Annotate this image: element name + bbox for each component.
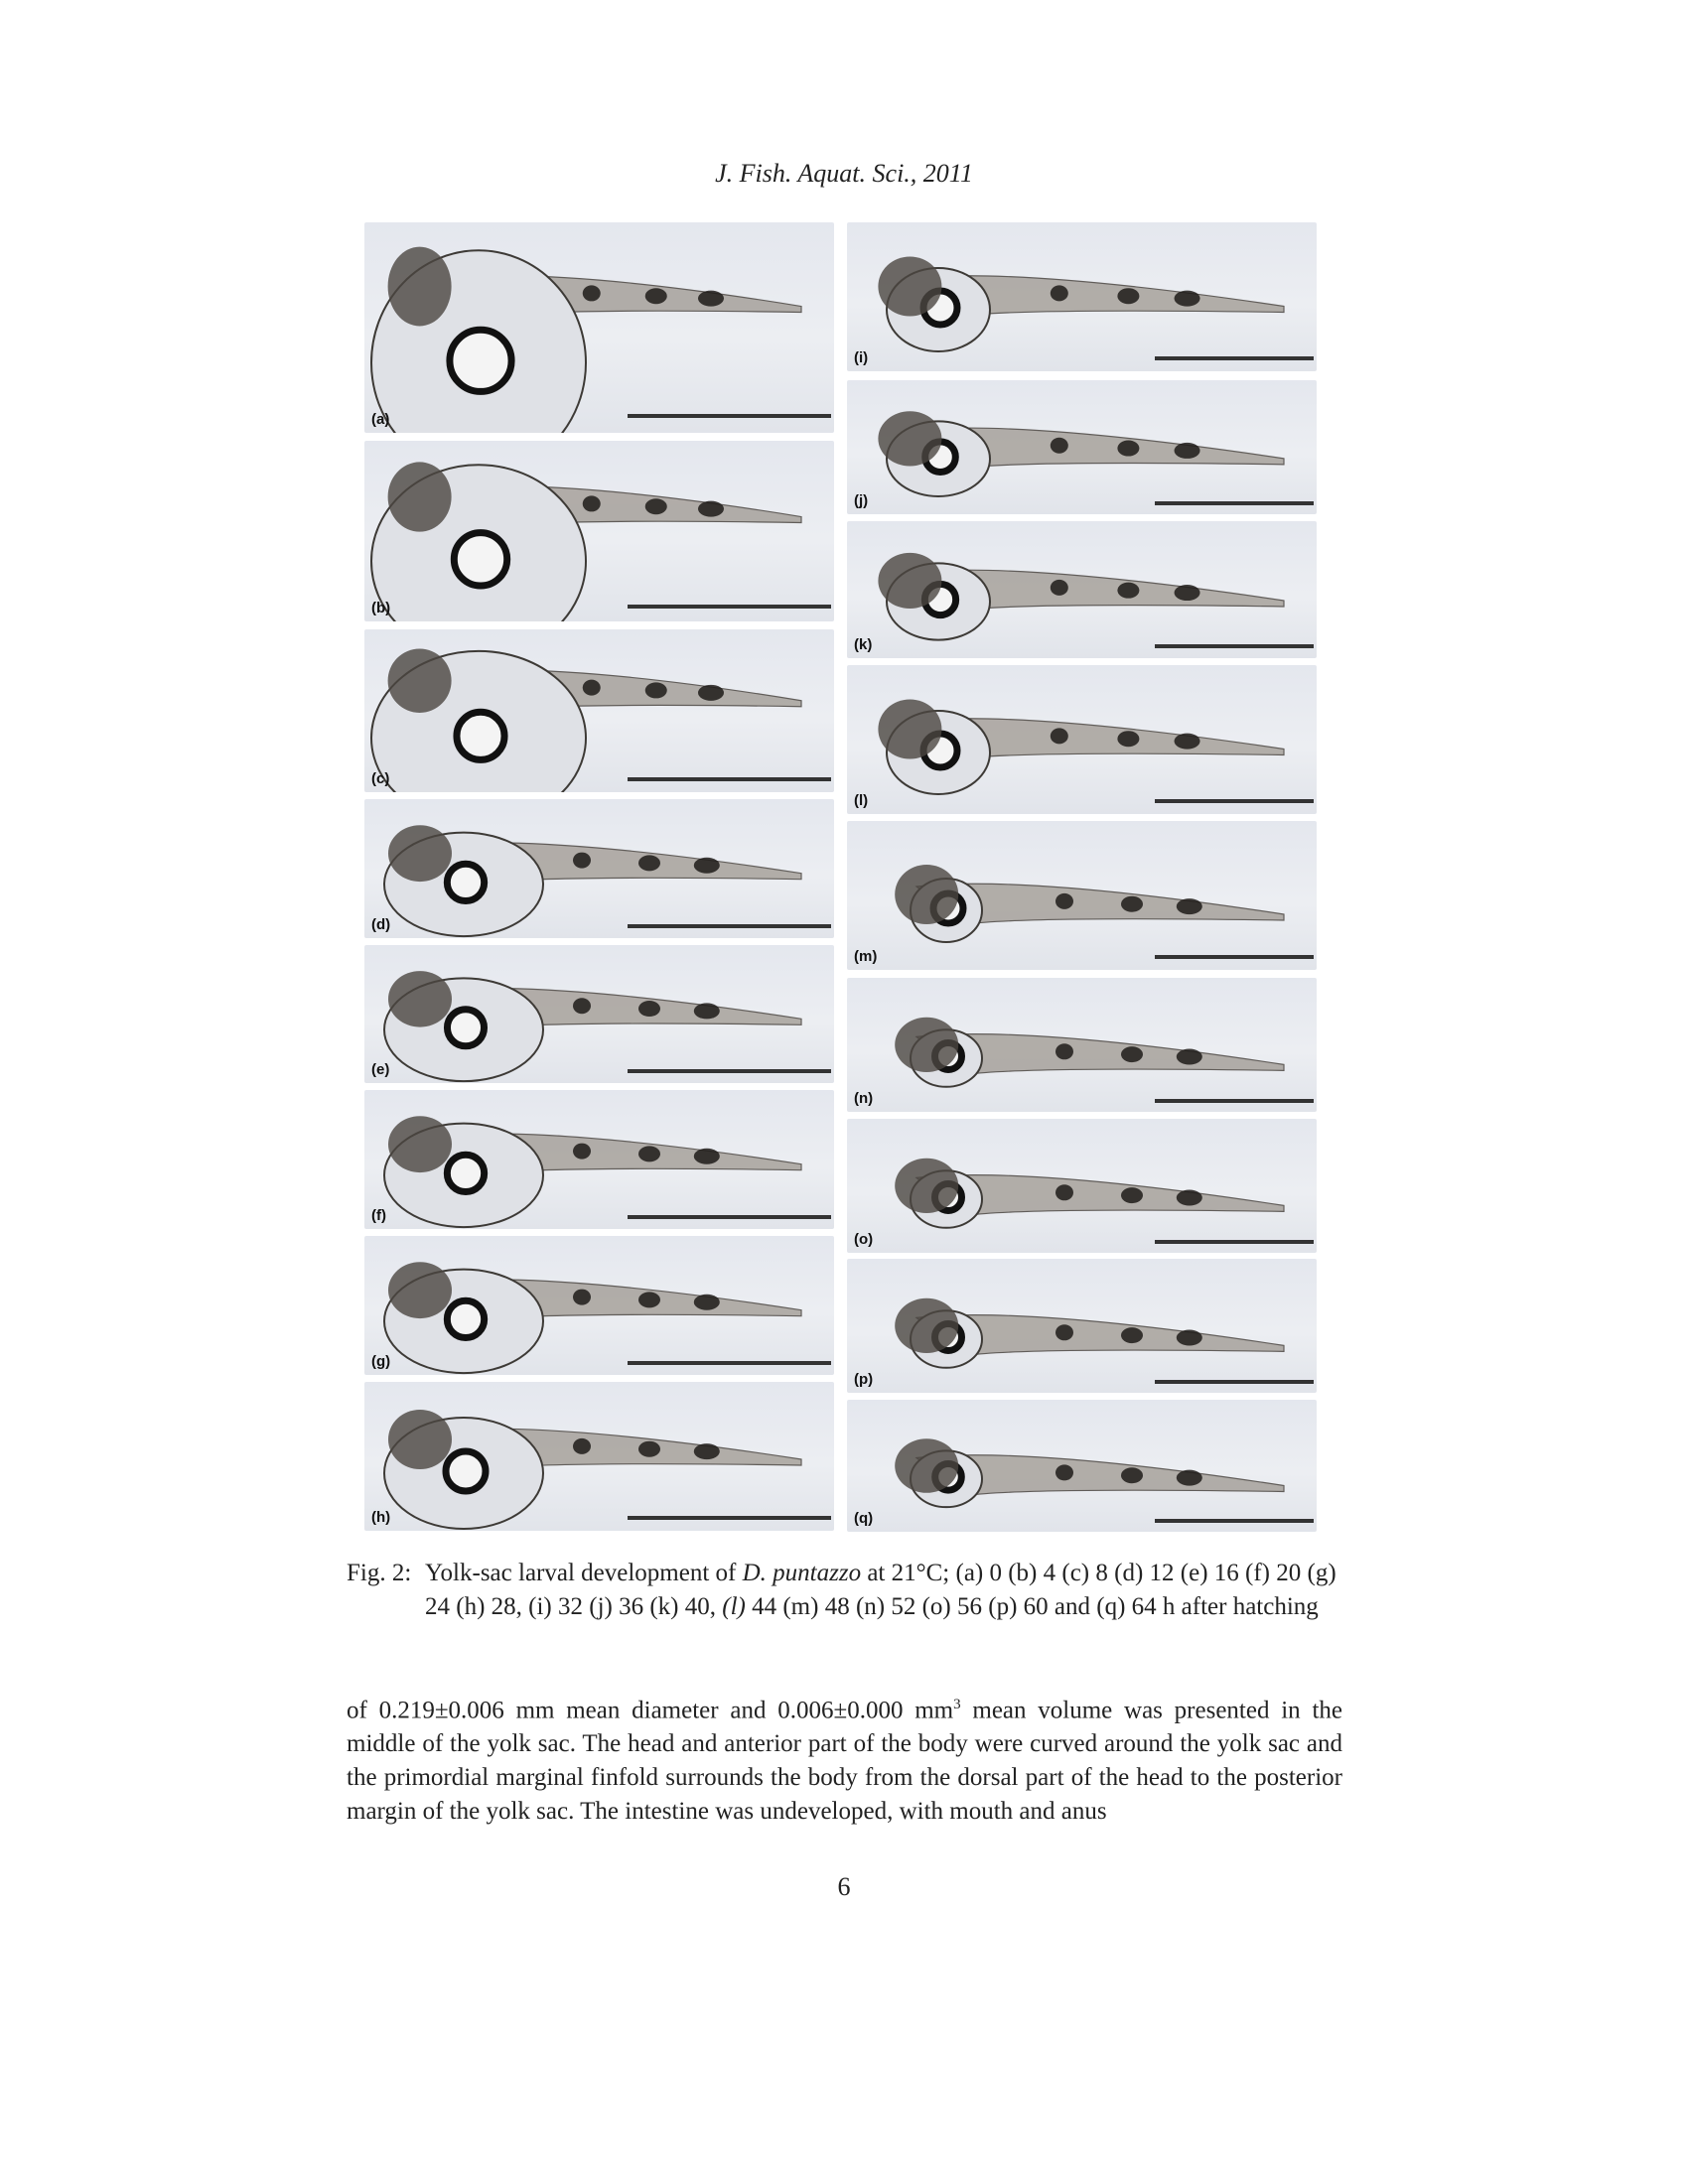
oil-globule-shape: [447, 1010, 484, 1046]
figure-panel-g: [364, 1236, 834, 1375]
pigment-spot: [1175, 291, 1200, 307]
scale-bar: [1155, 356, 1314, 360]
larva-head-shape: [895, 1438, 958, 1493]
larva-illustration: [364, 629, 834, 792]
pigment-spot: [1175, 443, 1200, 459]
panel-label: (j): [854, 492, 869, 509]
larva-head-shape: [388, 462, 452, 531]
figure-panel-k: [847, 521, 1317, 658]
larva-illustration: [364, 1090, 834, 1229]
panel-label: (i): [854, 349, 869, 366]
panel-label: (h): [371, 1509, 391, 1526]
panel-label: (n): [854, 1090, 874, 1107]
figure-panel-n: [847, 978, 1317, 1112]
figure-panel-h: [364, 1382, 834, 1531]
figure-panel-a: [364, 222, 834, 433]
caption-italic-l: (l): [722, 1593, 746, 1620]
pigment-spot: [1055, 1324, 1073, 1340]
oil-globule-shape: [454, 533, 506, 586]
pigment-spot: [1175, 734, 1200, 750]
larva-head-shape: [895, 1018, 958, 1072]
body-part1: of 0.219±0.006 mm mean diameter and 0.006±0.000 mm: [347, 1697, 954, 1724]
larva-head-shape: [895, 1159, 958, 1213]
larva-head-shape: [878, 411, 941, 466]
pigment-spot: [1055, 893, 1073, 909]
oil-globule-shape: [447, 1155, 484, 1191]
body-superscript: 3: [953, 1697, 961, 1712]
larva-head-shape: [388, 648, 452, 712]
pigment-spot: [573, 998, 591, 1014]
panel-label: (l): [854, 792, 869, 809]
larva-illustration: [364, 1382, 834, 1531]
panel-label: (f): [371, 1207, 386, 1224]
figure-panel-q: [847, 1400, 1317, 1532]
figure-panel-o: [847, 1119, 1317, 1253]
caption-end: 44 (m) 48 (n) 52 (o) 56 (p) 60 and (q) 64 h after hatching: [745, 1593, 1319, 1620]
page-number: 6: [837, 1872, 851, 1901]
scale-bar: [628, 1069, 831, 1073]
scale-bar: [628, 924, 831, 928]
pigment-spot: [1177, 1189, 1202, 1205]
pigment-spot: [694, 858, 720, 874]
oil-globule-shape: [446, 1451, 486, 1491]
larva-illustration: [847, 222, 1317, 371]
pigment-spot: [698, 685, 724, 701]
caption-body: [425, 1557, 1342, 1624]
larva-illustration: [847, 821, 1317, 970]
pigment-spot: [1117, 441, 1139, 457]
pigment-spot: [1121, 1327, 1143, 1343]
panel-label: (q): [854, 1510, 874, 1527]
pigment-spot: [1055, 1464, 1073, 1480]
oil-globule-shape: [447, 1300, 484, 1337]
pigment-spot: [698, 291, 724, 307]
larva-illustration: [364, 222, 834, 433]
larva-head-shape: [878, 553, 941, 609]
pigment-spot: [1055, 1184, 1073, 1200]
pigment-spot: [573, 1438, 591, 1454]
larva-illustration: [847, 665, 1317, 814]
pigment-spot: [583, 680, 601, 696]
scale-bar: [1155, 1240, 1314, 1244]
pigment-spot: [694, 1443, 720, 1459]
larva-illustration: [847, 1400, 1317, 1532]
pigment-spot: [583, 495, 601, 511]
pigment-spot: [638, 855, 660, 871]
pigment-spot: [1055, 1043, 1073, 1059]
running-header: J. Fish. Aquat. Sci., 2011: [715, 159, 973, 188]
pigment-spot: [1051, 728, 1068, 744]
scale-bar: [1155, 955, 1314, 959]
figure-panel-f: [364, 1090, 834, 1229]
pigment-spot: [1117, 731, 1139, 747]
caption-post: at 21°C; (a) 0 (b) 4 (c) 8 (d) 12 (e) 16 (f) 20 (g) 24 (h) 28, (i) 32 (j) 36 (k) 40,: [425, 1560, 1336, 1620]
scale-bar: [628, 1361, 831, 1365]
larva-head-shape: [878, 257, 941, 317]
pigment-spot: [645, 498, 667, 514]
scale-bar: [1155, 501, 1314, 505]
pigment-spot: [638, 1292, 660, 1307]
scale-bar: [1155, 644, 1314, 648]
scale-bar: [628, 414, 831, 418]
pigment-spot: [1177, 1329, 1202, 1345]
panel-label: (c): [371, 770, 390, 787]
pigment-spot: [1121, 1187, 1143, 1203]
larva-head-shape: [388, 1262, 452, 1318]
scale-bar: [1155, 1099, 1314, 1103]
larva-illustration: [847, 380, 1317, 514]
larva-head-shape: [388, 1410, 452, 1469]
larva-illustration: [847, 1119, 1317, 1253]
larva-illustration: [847, 1259, 1317, 1393]
body-paragraph: [347, 1688, 1342, 1829]
scale-bar: [628, 1215, 831, 1219]
pigment-spot: [1121, 896, 1143, 912]
pigment-spot: [1121, 1467, 1143, 1483]
pigment-spot: [645, 682, 667, 698]
larva-head-shape: [895, 1298, 958, 1353]
panel-label: (o): [854, 1231, 874, 1248]
larva-head-shape: [388, 971, 452, 1026]
figure-panel-i: [847, 222, 1317, 371]
figure-panel-j: [847, 380, 1317, 514]
larva-illustration: [847, 521, 1317, 658]
caption-pre: Yolk-sac larval development of: [425, 1560, 743, 1586]
panel-label: (d): [371, 916, 391, 933]
scale-bar: [1155, 1519, 1314, 1523]
scale-bar: [628, 1516, 831, 1520]
pigment-spot: [698, 501, 724, 517]
caption-lead: Fig. 2:: [347, 1560, 412, 1586]
pigment-spot: [638, 1001, 660, 1017]
oil-globule-shape: [457, 712, 504, 759]
larva-illustration: [364, 1236, 834, 1375]
larva-head-shape: [895, 865, 958, 924]
larva-head-shape: [388, 1116, 452, 1172]
pigment-spot: [1117, 583, 1139, 599]
figure-panel-p: [847, 1259, 1317, 1393]
larva-head-shape: [388, 247, 452, 327]
pigment-spot: [694, 1003, 720, 1019]
figure-panel-b: [364, 441, 834, 621]
scale-bar: [1155, 1380, 1314, 1384]
larva-head-shape: [878, 700, 941, 759]
caption-species: D. puntazzo: [742, 1560, 862, 1586]
larva-illustration: [364, 799, 834, 938]
body-part2: mean volume was presented in the middle of the yolk sac. The head and anterior part of the body were curved around the yolk sac and the primordial marginal finfold surrounds the body from the dorsal part of the head to the posterior margin of the yolk sac. The intestine was undeveloped, with mouth and anus: [347, 1697, 1342, 1826]
figure-panel-c: [364, 629, 834, 792]
panel-label: (k): [854, 636, 873, 653]
pigment-spot: [583, 285, 601, 301]
pigment-spot: [1177, 1048, 1202, 1064]
pigment-spot: [1177, 898, 1202, 914]
pigment-spot: [573, 1290, 591, 1305]
panel-label: (b): [371, 600, 391, 616]
pigment-spot: [1117, 288, 1139, 304]
panel-label: (a): [371, 411, 390, 428]
pigment-spot: [1051, 285, 1068, 301]
larva-illustration: [364, 441, 834, 621]
scale-bar: [628, 777, 831, 781]
pigment-spot: [573, 1144, 591, 1160]
scale-bar: [1155, 799, 1314, 803]
oil-globule-shape: [450, 330, 511, 391]
figure-panel-m: [847, 821, 1317, 970]
pigment-spot: [1175, 585, 1200, 601]
pigment-spot: [573, 853, 591, 869]
pigment-spot: [638, 1146, 660, 1161]
pigment-spot: [694, 1295, 720, 1310]
oil-globule-shape: [447, 864, 484, 900]
panel-label: (e): [371, 1061, 390, 1078]
pigment-spot: [645, 288, 667, 304]
pigment-spot: [694, 1149, 720, 1164]
pigment-spot: [638, 1441, 660, 1457]
figure-panel-l: [847, 665, 1317, 814]
panel-label: (p): [854, 1371, 874, 1388]
figure-panel-d: [364, 799, 834, 938]
larva-illustration: [847, 978, 1317, 1112]
panel-label: (m): [854, 948, 878, 965]
larva-head-shape: [388, 825, 452, 882]
panel-label: (g): [371, 1353, 391, 1370]
larva-illustration: [364, 945, 834, 1083]
pigment-spot: [1051, 438, 1068, 454]
scale-bar: [628, 605, 831, 609]
figure-panel-e: [364, 945, 834, 1083]
pigment-spot: [1051, 580, 1068, 596]
pigment-spot: [1121, 1046, 1143, 1062]
pigment-spot: [1177, 1470, 1202, 1486]
